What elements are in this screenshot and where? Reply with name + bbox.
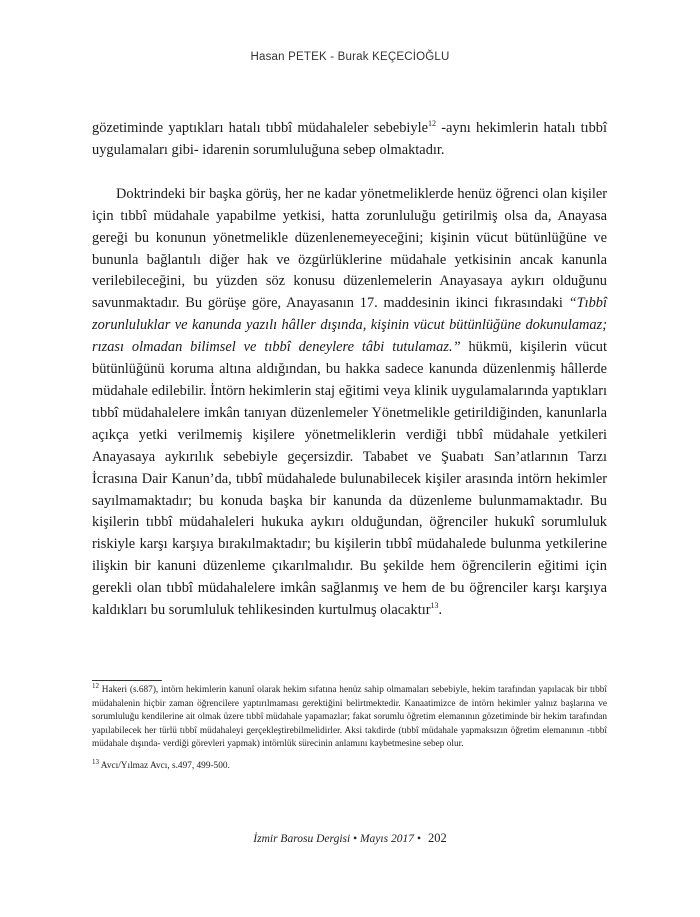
footnote-text: Avcı/Yılmaz Avcı, s.497, 499-500. bbox=[99, 760, 230, 771]
paragraph-2 bbox=[92, 184, 607, 622]
running-head: Hasan PETEK - Burak KEÇECİOĞLU bbox=[250, 51, 450, 63]
footnote-number: 13 bbox=[92, 757, 99, 766]
footnote-ref-12[interactable]: 12 bbox=[428, 119, 437, 129]
paragraph-2-text-a: Doktrindeki bir başka görüş, her ne kadar yönetmeliklerde henüz öğrenci olan kişiler için tıbbî müdahale yapabilme yetkisi, hatta zorunluluğu getirilmiş olsa da, Anayasa gereği bu konunun yönetmelikle düzenlenemeyeceğini; kişinin vücut bütünlüğüne ve bununla bağlantılı diğer hak ve özgürlüklerine müdahale yetkisinin ancak kanunla verilebileceğini, bu yüzden söz konusu düzenlemelerin Anayasaya aykırı olduğunu savunmaktadır. Bu görüşe göre, Anayasanın 17. maddesinin ikinci fıkrasındaki bbox=[92, 185, 607, 312]
constitution-quote: “Tıbbî zorunluluklar ve kanunda yazılı hâller dışında, kişinin vücut bütünlüğüne dokunulamaz; rızası olmadan bilimsel ve tıbbî deneylere tâbi tutulamaz.” bbox=[92, 295, 607, 356]
paragraph-2-text-b: hükmü, kişilerin vücut bütünlüğünü koruma altına aldığından, bu hakka sadece kanunda düzenlenmiş hâllerde müdahale edilebilir. İntörn hekimlerin staj eğitimi veya klinik uygulamalarında yaptıkları tıbbî müdahalelere imkân tanıyan düzenlemeler Yönetmelikle getirildiğinden, kanunlarla açıkça yetki verilmemiş kişilere yönetmeliklerin verdiği tıbbî müdahale yetkileri Anayasaya aykırılık sebebiyle geçersizdir. Tababet ve Şuabatı San’atlarının Tarzı İcrasına Dair Kanun’da, tıbbî müdahalede bulunabilecek kişiler arasında intörn hekimler sayılmamaktadır; bu konuda başka bir kanunda da düzenleme bulunmamaktadır. Bu kişilerin tıbbî müdahaleleri hukuka aykırı olduğundan, öğrenciler hukukî sorumluluk riskiyle karşı karşıya bırakılmaktadır; bu kişilerin tıbbî müdahalede bulunma yetkilerine ilişkin bir kanuni düzenleme çıkarılmalıdır. Bu şekilde hem öğrencilerin eğitimi için gerekli olan tıbbî müdahalelere imkân sağlanmış ve hem de bu öğrenciler karşı karşıya kaldıkları bu sorumluluk tehlikesinden kurtulmuş olacaktır bbox=[92, 339, 608, 619]
footnote-13 bbox=[92, 757, 607, 774]
footnotes bbox=[92, 681, 607, 782]
footnote-text: Hakeri (s.687), intörn hekimlerin kanunî olarak hekim sıfatına henüz sahip olmamaları sebebiyle, hekim tarafından yapılacak bir tıbbî müdahalenin hiçbir zaman öğrencilere yaptırılmaması gerektiğini belirtmektedir. Kanaatimizce de intörn hekimler yalnız başlarına ve sorumluluğu kendilerine ait olmak üzere tıbbî müdahale yapamazlar; fakat sorumlu öğretim elemanının gözetiminde bir hekim tarafından yapılabilecek her türlü tıbbî müdahaleyi gerçekleştirebilmelidirler. Aksi takdirde (tıbbî müdahale yapmaksızın öğretim elemanının -tıbbî müdahale dışında- verdiği görevleri yapmak) intörnlük sürecinin anlamını kaybetmesine sebep olur. bbox=[92, 685, 607, 750]
page-number: 202 bbox=[427, 831, 447, 845]
paragraph-1-text-b: -aynı hekimlerin hatalı tıbbî uygulamaları gibi- idarenin sorumluluğuna sebep olmaktadır. bbox=[92, 120, 608, 158]
paragraph-1-text-a: gözetiminde yaptıkları hatalı tıbbî müdahaleler sebebiyle bbox=[92, 120, 429, 136]
footnote-ref-13[interactable]: 13 bbox=[430, 601, 439, 611]
footnote-divider bbox=[92, 680, 162, 681]
paragraph-2-text-c: . bbox=[438, 602, 443, 619]
journal-name: İzmir Barosu Dergisi • Mayıs 2017 • bbox=[253, 833, 421, 845]
footnote-12 bbox=[92, 681, 607, 752]
paragraph-1 bbox=[92, 118, 607, 162]
page-footer bbox=[0, 831, 700, 846]
main-text bbox=[92, 118, 607, 622]
footnote-number: 12 bbox=[92, 681, 99, 690]
